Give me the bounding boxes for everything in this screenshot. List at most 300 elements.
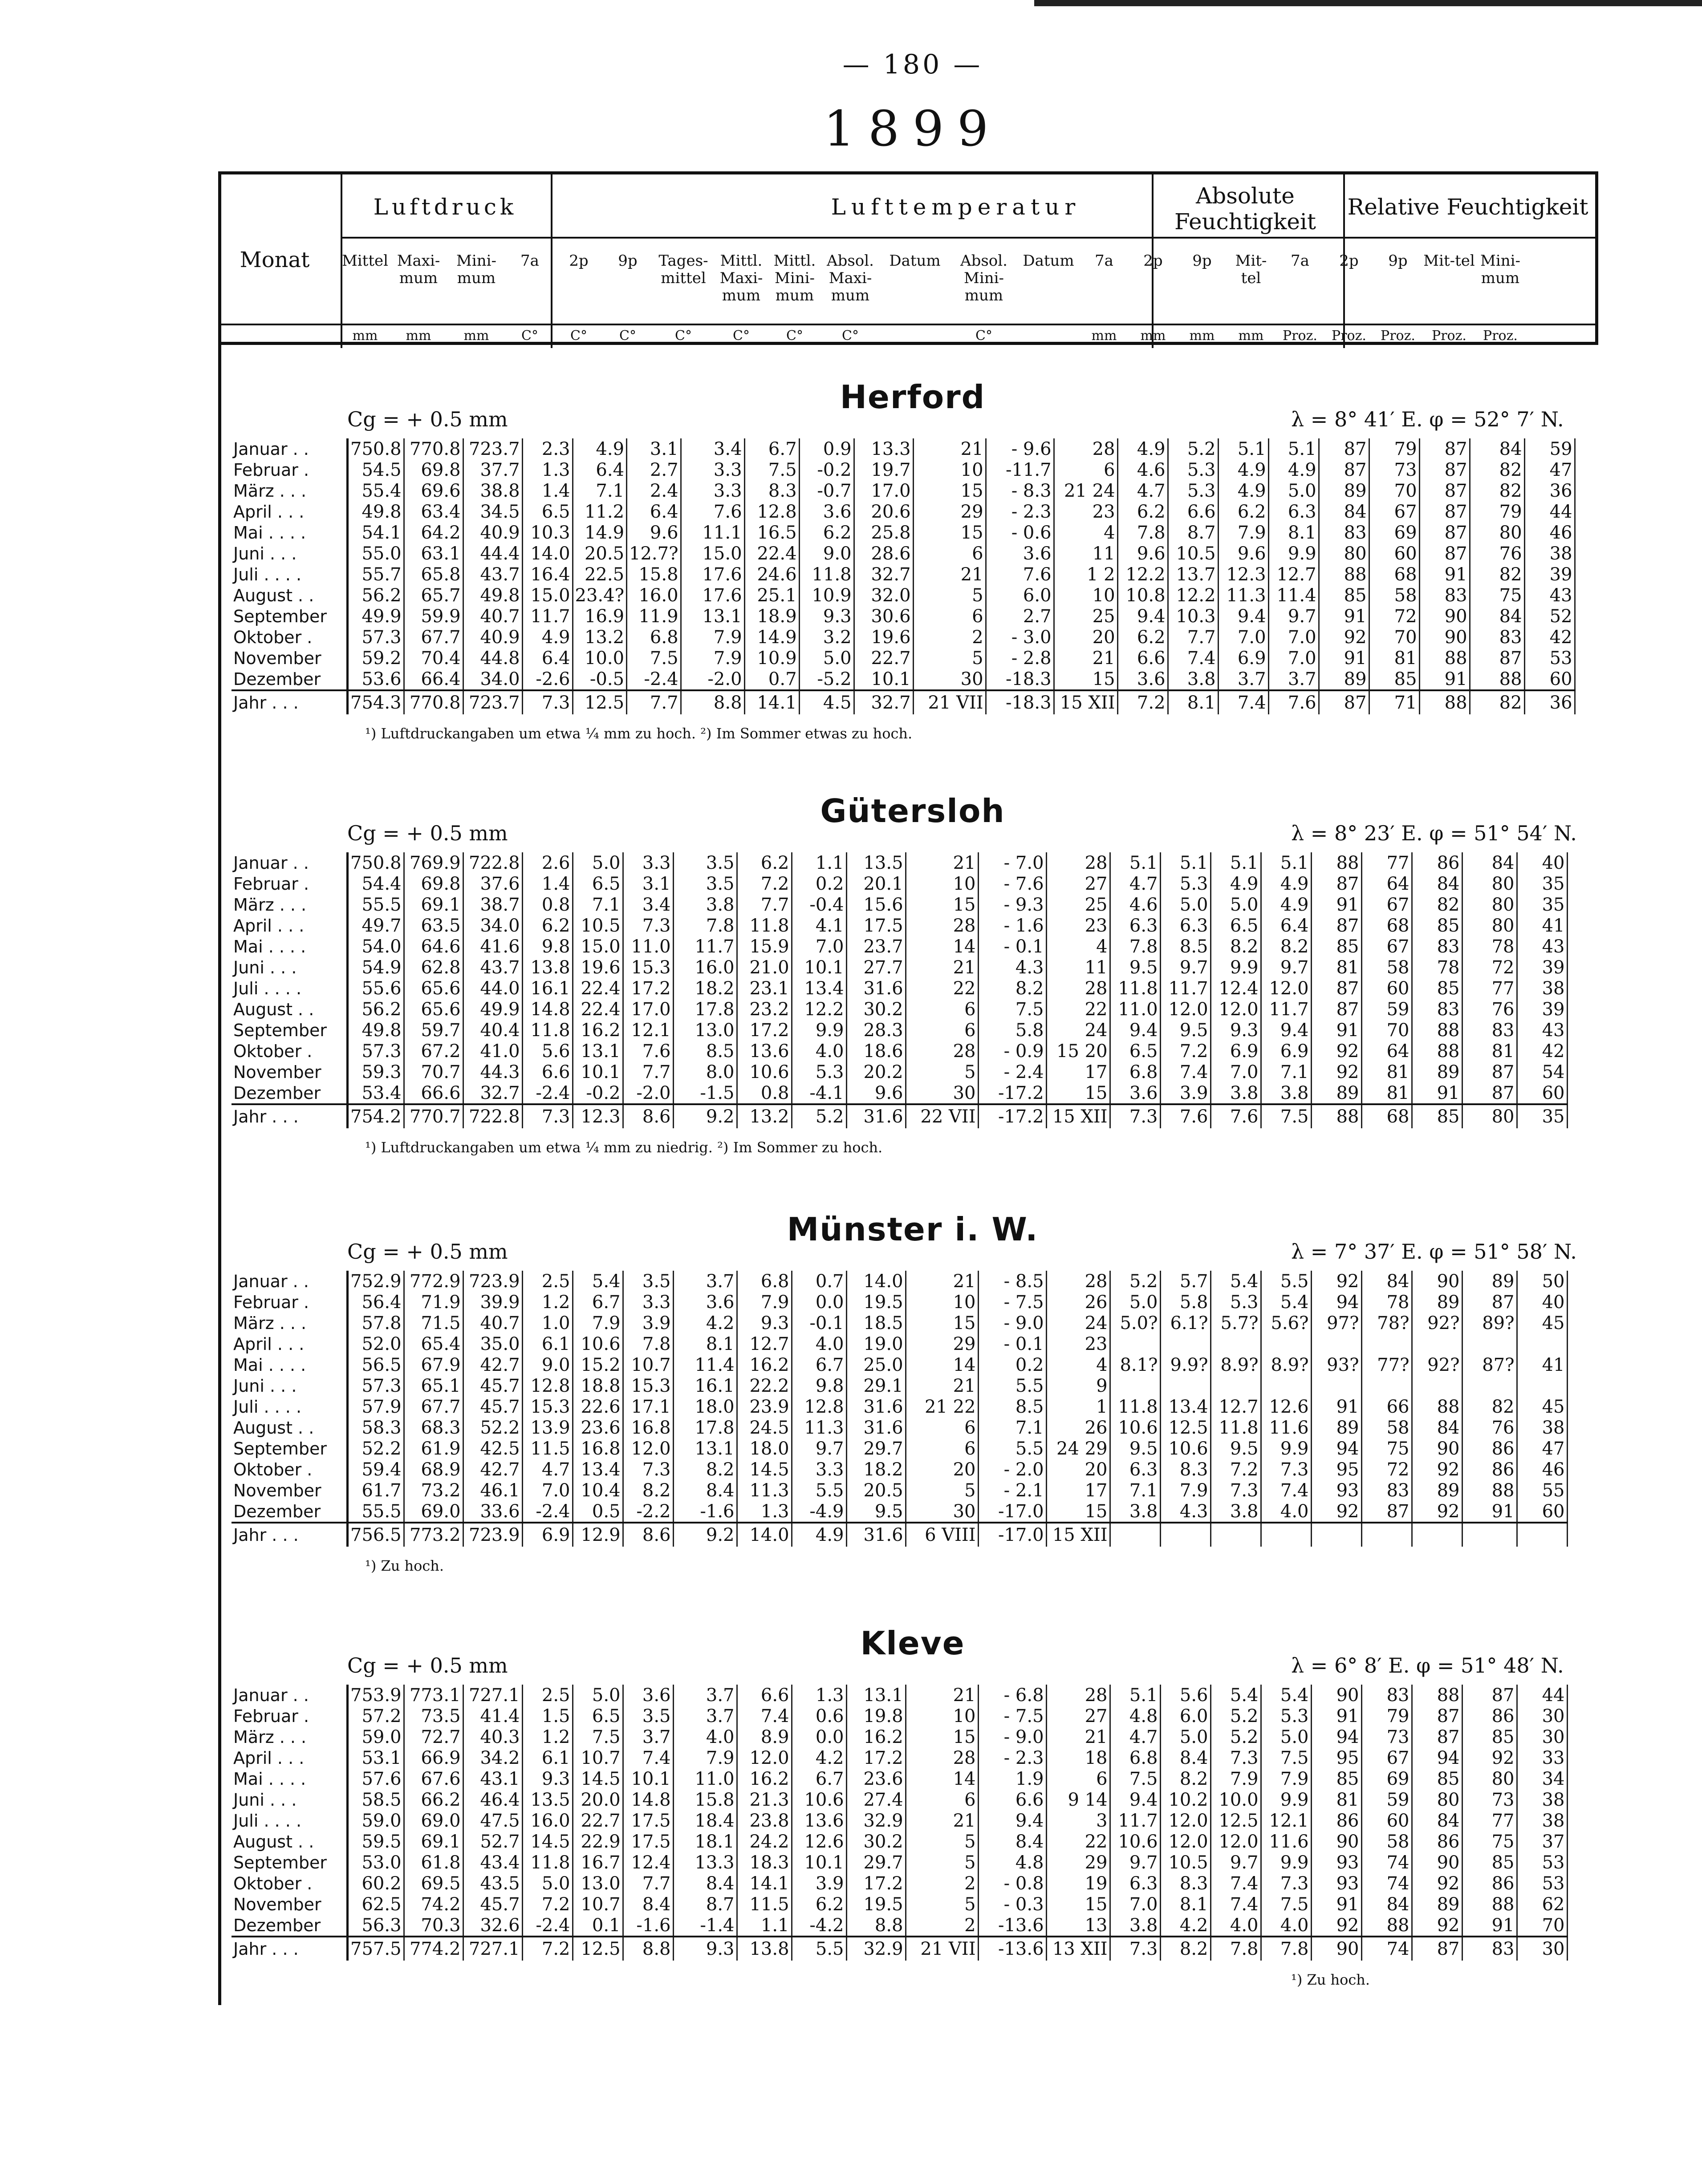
table-cell: 3.3	[623, 1292, 673, 1313]
station-cg: Cg = + 0.5 mm	[347, 821, 508, 845]
table-cell: 3.9	[792, 1873, 846, 1894]
table-cell: 8.4	[673, 1873, 737, 1894]
table-cell: 9.3	[673, 1937, 737, 1961]
table-cell: 4	[1046, 1354, 1110, 1375]
table-cell: 8.2	[1261, 936, 1311, 957]
table-cell: 14.5	[573, 1768, 623, 1789]
table-cell: 14.0	[846, 1271, 906, 1292]
table-cell: 92	[1412, 1459, 1462, 1480]
month-label: Juni . . .	[232, 1789, 348, 1810]
table-cell: 40.4	[463, 1020, 522, 1041]
table-cell: 4.9	[1218, 480, 1268, 501]
table-cell: 60	[1369, 543, 1419, 564]
table-cell: 723.9	[463, 1523, 522, 1547]
table-cell: 20.5	[573, 543, 627, 564]
table-cell: 81	[1462, 1041, 1517, 1062]
table-cell: 11.4	[1268, 585, 1319, 606]
table-cell: 15	[1046, 1501, 1110, 1523]
table-cell	[1412, 1375, 1462, 1396]
table-cell: 23.9	[737, 1396, 792, 1417]
table-cell: 7.3	[1261, 1459, 1311, 1480]
table-cell: 43.5	[463, 1873, 522, 1894]
table-cell: 7.4	[623, 1747, 673, 1768]
table-cell: 4.9	[1218, 459, 1268, 480]
table-cell: 69.6	[404, 480, 463, 501]
table-cell: 9.0	[799, 543, 854, 564]
station-title: Kleve	[860, 1625, 965, 1662]
table-cell: 82	[1470, 564, 1524, 585]
month-label: April . . .	[232, 915, 348, 936]
table-cell: 7.8	[1210, 1937, 1261, 1961]
table-cell: 6	[1054, 459, 1117, 480]
table-cell: 67.2	[404, 1041, 463, 1062]
table-cell: 7.9	[1160, 1480, 1210, 1501]
table-cell: 11.4	[673, 1354, 737, 1375]
table-cell: 9.7	[1268, 606, 1319, 627]
table-cell: 15.3	[623, 1375, 673, 1396]
table-cell: -13.6	[978, 1915, 1046, 1937]
table-cell: 54.0	[348, 936, 404, 957]
table-cell: - 6.8	[978, 1685, 1046, 1706]
table-cell: 90	[1311, 1831, 1361, 1852]
table-cell: 11.7	[1261, 999, 1311, 1020]
table-cell: 1.3	[522, 459, 573, 480]
table-cell: 5.7	[1160, 1271, 1210, 1292]
table-cell: 17.5	[623, 1810, 673, 1831]
table-cell: 7.2	[1210, 1459, 1261, 1480]
table-cell: 9.8	[522, 936, 573, 957]
table-cell: 11.9	[627, 606, 681, 627]
table-cell: 7.0	[1268, 648, 1319, 669]
table-cell: 10.5	[1160, 1852, 1210, 1873]
header-col-7: Mittl. Maxi-mum	[719, 252, 763, 305]
station-cg: Cg = + 0.5 mm	[347, 1240, 508, 1264]
table-cell	[1311, 1523, 1361, 1547]
table-cell: 8.9?	[1261, 1354, 1311, 1375]
table-cell: 89?	[1462, 1313, 1517, 1333]
month-label: Oktober .	[232, 1459, 348, 1480]
table-cell: 2.7	[627, 459, 681, 480]
table-cell: 10.6	[573, 1333, 623, 1354]
table-cell: 15	[906, 894, 978, 915]
table-cell: 18.5	[846, 1313, 906, 1333]
table-cell: 26	[1046, 1292, 1110, 1313]
table-cell: -2.4	[522, 1915, 573, 1937]
table-cell: 8.5	[673, 1041, 737, 1062]
table-cell: 11.7	[522, 606, 573, 627]
table-cell: 84	[1412, 1417, 1462, 1438]
table-cell: 10.6	[1110, 1831, 1160, 1852]
table-cell: 89	[1319, 480, 1369, 501]
table-cell: 6.4	[522, 648, 573, 669]
table-cell: 42.7	[463, 1459, 522, 1480]
table-cell: 10.2	[1160, 1789, 1210, 1810]
table-cell: 75	[1462, 1831, 1517, 1852]
table-cell: 15	[906, 1313, 978, 1333]
table-cell: 9.9	[1210, 957, 1261, 978]
month-label: Dezember	[232, 1501, 348, 1523]
table-cell: 9.3	[1210, 1020, 1261, 1041]
table-cell: 38	[1517, 1789, 1567, 1810]
table-cell: 91	[1311, 1894, 1361, 1915]
table-cell: 30.2	[846, 1831, 906, 1852]
table-cell: - 7.5	[978, 1706, 1046, 1726]
table-cell: 10.7	[573, 1747, 623, 1768]
table-cell: 6.2	[1218, 501, 1268, 522]
table-cell: 1.4	[522, 480, 573, 501]
table-cell: 16.9	[573, 606, 627, 627]
table-cell: 81	[1311, 957, 1361, 978]
table-cell: 19.7	[854, 459, 913, 480]
table-cell: 89	[1462, 1271, 1517, 1292]
table-cell: 77	[1462, 1810, 1517, 1831]
table-cell: 87	[1361, 1501, 1412, 1523]
table-cell: 75	[1470, 585, 1524, 606]
table-cell: 13.3	[673, 1852, 737, 1873]
table-cell: 17.2	[623, 978, 673, 999]
table-cell: 90	[1311, 1685, 1361, 1706]
table-cell: 7.9	[737, 1292, 792, 1313]
table-cell: 3.5	[673, 873, 737, 894]
table-cell: 58	[1361, 1831, 1412, 1852]
table-cell: 79	[1369, 438, 1419, 459]
table-cell: 12.0	[1210, 1831, 1261, 1852]
table-cell	[1160, 1375, 1210, 1396]
table-cell: 6.1?	[1160, 1313, 1210, 1333]
table-cell: 12.0	[1160, 1810, 1210, 1831]
table-cell: 6.2	[737, 852, 792, 873]
table-cell: 9.2	[673, 1523, 737, 1547]
table-cell: 11.7	[673, 936, 737, 957]
table-cell: 15	[1054, 669, 1117, 690]
table-cell: 87	[1462, 1292, 1517, 1313]
table-cell: 65.8	[404, 564, 463, 585]
table-cell: 12.0	[1160, 1831, 1210, 1852]
table-cell: 7.2	[522, 1937, 573, 1961]
table-cell: 10	[906, 1292, 978, 1313]
table-cell: 8.5	[1160, 936, 1210, 957]
table-cell	[1160, 1523, 1210, 1547]
table-cell: 4.2	[673, 1313, 737, 1333]
table-cell: - 9.6	[986, 438, 1054, 459]
table-cell: 3.6	[799, 501, 854, 522]
table-cell: 12.4	[623, 1852, 673, 1873]
table-cell: 4.3	[1160, 1501, 1210, 1523]
table-cell: 12.8	[744, 501, 799, 522]
table-cell: 5.1	[1110, 852, 1160, 873]
table-cell: 41.0	[463, 1041, 522, 1062]
table-cell: 42	[1517, 1041, 1567, 1062]
table-cell: 7.4	[1168, 648, 1218, 669]
table-cell: 39.9	[463, 1292, 522, 1313]
table-cell: 87	[1319, 438, 1369, 459]
table-cell: 52.2	[463, 1417, 522, 1438]
table-cell: 69	[1361, 1768, 1412, 1789]
table-cell: 22 VII	[906, 1104, 978, 1128]
table-cell: 28	[906, 1041, 978, 1062]
table-cell: 13.1	[673, 1438, 737, 1459]
header-col-9: Absol. Maxi-mum	[827, 252, 874, 305]
table-cell: 5.8	[1160, 1292, 1210, 1313]
table-cell: 22	[1046, 999, 1110, 1020]
table-cell: 19.0	[846, 1333, 906, 1354]
table-cell	[1160, 1333, 1210, 1354]
table-cell: 62.5	[348, 1894, 404, 1915]
table-cell: 15.0	[681, 543, 744, 564]
table-cell: 6.2	[522, 915, 573, 936]
table-cell: 12.2	[1168, 585, 1218, 606]
table-cell	[1462, 1375, 1517, 1396]
table-cell: 773.2	[404, 1523, 463, 1547]
table-cell: 5.1	[1110, 1685, 1160, 1706]
table-cell: 16.0	[673, 957, 737, 978]
table-cell: 2.3	[522, 438, 573, 459]
table-cell: 67	[1361, 894, 1412, 915]
month-label: Oktober .	[232, 1873, 348, 1894]
table-cell: 19.5	[846, 1292, 906, 1313]
table-cell: 10	[906, 873, 978, 894]
table-cell	[1110, 1375, 1160, 1396]
table-cell: 55.5	[348, 1501, 404, 1523]
table-cell: 12.8	[792, 1396, 846, 1417]
month-label: Oktober .	[232, 1041, 348, 1062]
table-cell: -2.6	[522, 669, 573, 690]
table-cell: 60	[1361, 1810, 1412, 1831]
table-cell: 17.2	[846, 1747, 906, 1768]
table-cell: 2	[913, 627, 986, 648]
table-cell: 14	[906, 1354, 978, 1375]
table-cell: 15.8	[673, 1789, 737, 1810]
table-cell: 28	[1046, 1685, 1110, 1706]
table-cell: 11.8	[1110, 1396, 1160, 1417]
table-cell: 750.8	[348, 438, 404, 459]
table-cell: 7.5	[744, 459, 799, 480]
table-cell: 63.1	[404, 543, 463, 564]
table-cell: 10.1	[854, 669, 913, 690]
table-cell: 22.4	[573, 978, 623, 999]
table-cell: 31.6	[846, 1417, 906, 1438]
month-label: Dezember	[232, 1915, 348, 1937]
table-cell: 770.7	[404, 1104, 463, 1128]
table-cell: 1.9	[978, 1768, 1046, 1789]
table-cell: 3.4	[623, 894, 673, 915]
table-cell: 32.0	[854, 585, 913, 606]
table-cell: 10.8	[1117, 585, 1168, 606]
table-cell: 38	[1524, 543, 1575, 564]
month-label: Juni . . .	[232, 543, 348, 564]
table-cell: 4.0	[1261, 1501, 1311, 1523]
header-unit-9: C°	[842, 328, 859, 344]
table-cell: 71.9	[404, 1292, 463, 1313]
table-cell: 57.9	[348, 1396, 404, 1417]
table-cell: 18.2	[846, 1459, 906, 1480]
table-cell: 16.2	[573, 1020, 623, 1041]
table-cell: 8.1	[673, 1333, 737, 1354]
month-label: Februar .	[232, 1706, 348, 1726]
table-cell: 56.5	[348, 1354, 404, 1375]
month-label: März . . .	[232, 1726, 348, 1747]
table-cell: 13.7	[1168, 564, 1218, 585]
table-cell: 7.7	[627, 690, 681, 714]
table-cell: 90	[1419, 627, 1470, 648]
table-cell: 17.6	[681, 585, 744, 606]
table-cell: 4.0	[673, 1726, 737, 1747]
table-cell: 22.6	[573, 1396, 623, 1417]
month-label: Januar . .	[232, 1685, 348, 1706]
table-cell: 5.1	[1160, 852, 1210, 873]
header-col-1: Maxi-mum	[397, 252, 440, 288]
table-cell: 14.8	[623, 1789, 673, 1810]
table-cell: 3.3	[792, 1459, 846, 1480]
table-cell: 87	[1311, 873, 1361, 894]
table-cell: 57.3	[348, 1375, 404, 1396]
table-cell: 30.6	[854, 606, 913, 627]
table-cell	[1210, 1523, 1261, 1547]
table-cell: 6.3	[1110, 1459, 1160, 1480]
table-cell: 95	[1311, 1459, 1361, 1480]
table-cell: - 2.8	[986, 648, 1054, 669]
table-cell: 17	[1046, 1062, 1110, 1082]
table-cell: 88	[1311, 852, 1361, 873]
table-cell: 0.1	[573, 1915, 623, 1937]
table-cell: 21	[906, 1271, 978, 1292]
table-cell: 18.6	[846, 1041, 906, 1062]
table-cell: 70.3	[404, 1915, 463, 1937]
table-cell: 22	[906, 978, 978, 999]
table-cell: 9.3	[799, 606, 854, 627]
table-cell: 65.7	[404, 585, 463, 606]
table-cell: 723.7	[463, 438, 522, 459]
table-cell: 5.0	[1110, 1292, 1160, 1313]
table-cell: -13.6	[978, 1937, 1046, 1961]
table-cell: 4.7	[522, 1459, 573, 1480]
table-cell: 13.0	[573, 1873, 623, 1894]
table-cell: 6.6	[737, 1685, 792, 1706]
table-cell: 7.3	[623, 915, 673, 936]
table-cell: 5.0	[1210, 894, 1261, 915]
table-cell: 49.9	[348, 606, 404, 627]
table-cell: 7.1	[978, 1417, 1046, 1438]
table-cell: 91	[1462, 1501, 1517, 1523]
table-cell: 11.5	[522, 1438, 573, 1459]
table-cell	[1210, 1375, 1261, 1396]
table-cell: 87	[1419, 543, 1470, 564]
table-cell: 91	[1419, 564, 1470, 585]
table-cell: 83	[1412, 936, 1462, 957]
table-cell: 13.2	[737, 1104, 792, 1128]
month-label: November	[232, 1894, 348, 1915]
header-unit-2: mm	[463, 328, 489, 344]
table-row	[232, 1333, 1567, 1354]
table-cell: 86	[1311, 1810, 1361, 1831]
table-cell: 23	[1046, 915, 1110, 936]
table-cell: 5.6	[1160, 1685, 1210, 1706]
table-cell: 21.0	[737, 957, 792, 978]
table-cell: 38	[1517, 1417, 1567, 1438]
table-cell: 28	[906, 915, 978, 936]
table-cell: 20.1	[846, 873, 906, 894]
header-monat: Monat	[240, 247, 310, 272]
table-cell: 78?	[1361, 1313, 1412, 1333]
table-cell: 0.0	[792, 1292, 846, 1313]
station-title: Gütersloh	[820, 792, 1005, 830]
table-cell: 7.4	[1218, 690, 1268, 714]
table-cell: 10.6	[1160, 1438, 1210, 1459]
table-cell: -17.0	[978, 1501, 1046, 1523]
table-cell: 72	[1369, 606, 1419, 627]
table-cell: 67.7	[404, 1396, 463, 1417]
table-cell: 7.9	[681, 627, 744, 648]
table-cell: 4.2	[1160, 1915, 1210, 1937]
table-row	[232, 1020, 1567, 1041]
header-unit-8: C°	[786, 328, 803, 344]
table-cell: 14.5	[737, 1459, 792, 1480]
table-cell: 14.5	[522, 1831, 573, 1852]
table-cell: 23.1	[737, 978, 792, 999]
month-label: August . .	[232, 585, 348, 606]
table-cell: 88	[1462, 1894, 1517, 1915]
month-label: Juli . . . .	[232, 1396, 348, 1417]
header-col-10: Datum	[889, 252, 941, 270]
table-cell: 7.2	[1117, 690, 1168, 714]
header-col-19: 9p	[1388, 252, 1408, 270]
table-cell: 3.3	[681, 459, 744, 480]
table-cell: 59	[1524, 438, 1575, 459]
table-cell: 5	[906, 1852, 978, 1873]
table-cell: 69.1	[404, 1831, 463, 1852]
table-cell: 12.4	[1210, 978, 1261, 999]
table-cell: 722.8	[463, 1104, 522, 1128]
table-cell: 8.4	[978, 1831, 1046, 1852]
table-cell: 69.8	[404, 873, 463, 894]
table-cell	[1361, 1523, 1412, 1547]
table-cell: 52.2	[348, 1438, 404, 1459]
table-cell: 7.4	[737, 1706, 792, 1726]
table-cell: -2.0	[623, 1082, 673, 1104]
month-label: Juli . . . .	[232, 978, 348, 999]
table-cell: 2	[906, 1915, 978, 1937]
table-cell: 32.7	[463, 1082, 522, 1104]
table-cell	[1361, 1375, 1412, 1396]
table-cell: 78	[1412, 957, 1462, 978]
table-row	[232, 894, 1567, 915]
table-cell: 756.5	[348, 1523, 404, 1547]
table-cell: 7.5	[627, 648, 681, 669]
table-cell: 5.2	[1168, 438, 1218, 459]
table-cell: 80	[1462, 1104, 1517, 1128]
table-row	[232, 1915, 1567, 1937]
table-cell: 4.9	[573, 438, 627, 459]
table-cell: - 7.6	[978, 873, 1046, 894]
table-cell: 66	[1361, 1396, 1412, 1417]
table-cell: 13.4	[1160, 1396, 1210, 1417]
table-cell: 59.7	[404, 1020, 463, 1041]
table-cell: 5	[906, 1480, 978, 1501]
table-cell: 14.9	[744, 627, 799, 648]
header-col-13: 7a	[1095, 252, 1113, 270]
table-cell: 87	[1311, 999, 1361, 1020]
table-cell: 3.2	[799, 627, 854, 648]
table-cell: 4.0	[792, 1333, 846, 1354]
table-cell: 31.6	[846, 1523, 906, 1547]
table-row	[232, 1852, 1567, 1873]
table-cell: 8.2	[1210, 936, 1261, 957]
table-cell: 29	[913, 501, 986, 522]
table-cell: 6.0	[1160, 1706, 1210, 1726]
table-cell: 9.2	[673, 1104, 737, 1128]
table-cell: 55.4	[348, 480, 404, 501]
table-cell: 12.5	[1210, 1810, 1261, 1831]
